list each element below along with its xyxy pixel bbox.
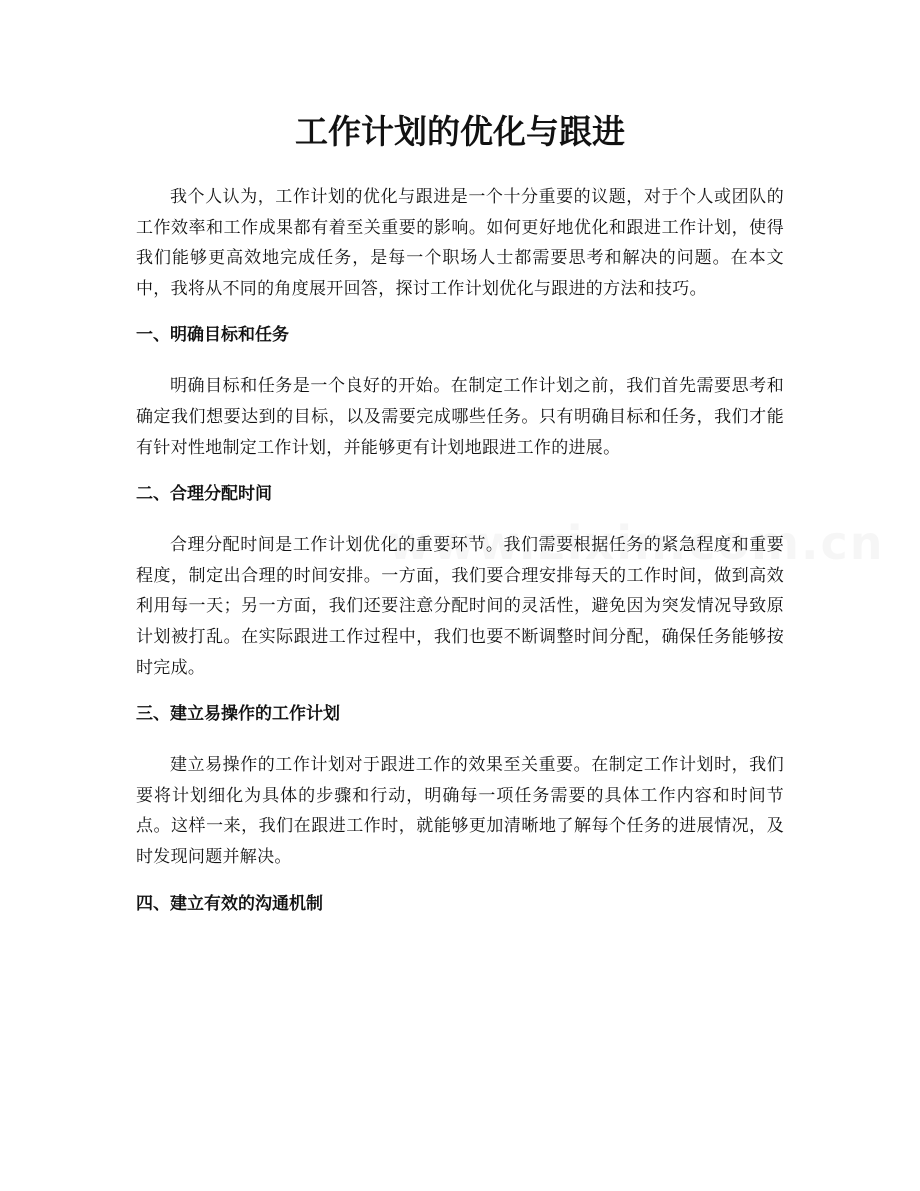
section-2 [136, 479, 784, 683]
section-3 [136, 699, 784, 872]
section-1 [136, 320, 784, 463]
page-title: 工作计划的优化与跟进 [295, 112, 625, 151]
section-paragraph: 明确目标和任务是一个良好的开始。在制定工作计划之前，我们首先需要思考和确定我们想要达到的目标，以及需要完成哪些任务。只有明确目标和任务，我们才能有针对性地制定工作计划，并能够更有计划地跟进工作的进展。 [136, 376, 784, 458]
section-paragraph: 合理分配时间是工作计划优化的重要环节。我们需要根据任务的紧急程度和重要程度，制定出合理的时间安排。一方面，我们要合理安排每天的工作时间，做到高效利用每一天；另一方面，我们还要注意分配时间的灵活性，避免因为突发情况导致原计划被打乱。在实际跟进工作过程中，我们也要不断调整时间分配，确保任务能够按时完成。 [136, 535, 784, 678]
document-body [136, 182, 784, 940]
section-heading: 四、建立有效的沟通机制 [136, 893, 323, 914]
section-4 [136, 889, 784, 919]
section-heading: 一、明确目标和任务 [136, 325, 289, 346]
section-heading: 三、建立易操作的工作计划 [136, 704, 340, 725]
section-paragraph: 建立易操作的工作计划对于跟进工作的效果至关重要。在制定工作计划时，我们要将计划细化为具体的步骤和行动，明确每一项任务需要的具体工作内容和时间节点。这样一来，我们在跟进工作时，就能够更加清晰地了解每个任务的进展情况，及时发现问题并解决。 [136, 755, 784, 867]
intro-paragraph: 我个人认为，工作计划的优化与跟进是一个十分重要的议题，对于个人或团队的工作效率和工作成果都有着至关重要的影响。如何更好地优化和跟进工作计划，使得我们能够更高效地完成任务，是每一个职场人士都需要思考和解决的问题。在本文中，我将从不同的角度展开回答，探讨工作计划优化与跟进的方法和技巧。 [136, 187, 784, 299]
section-heading: 二、合理分配时间 [136, 484, 272, 505]
